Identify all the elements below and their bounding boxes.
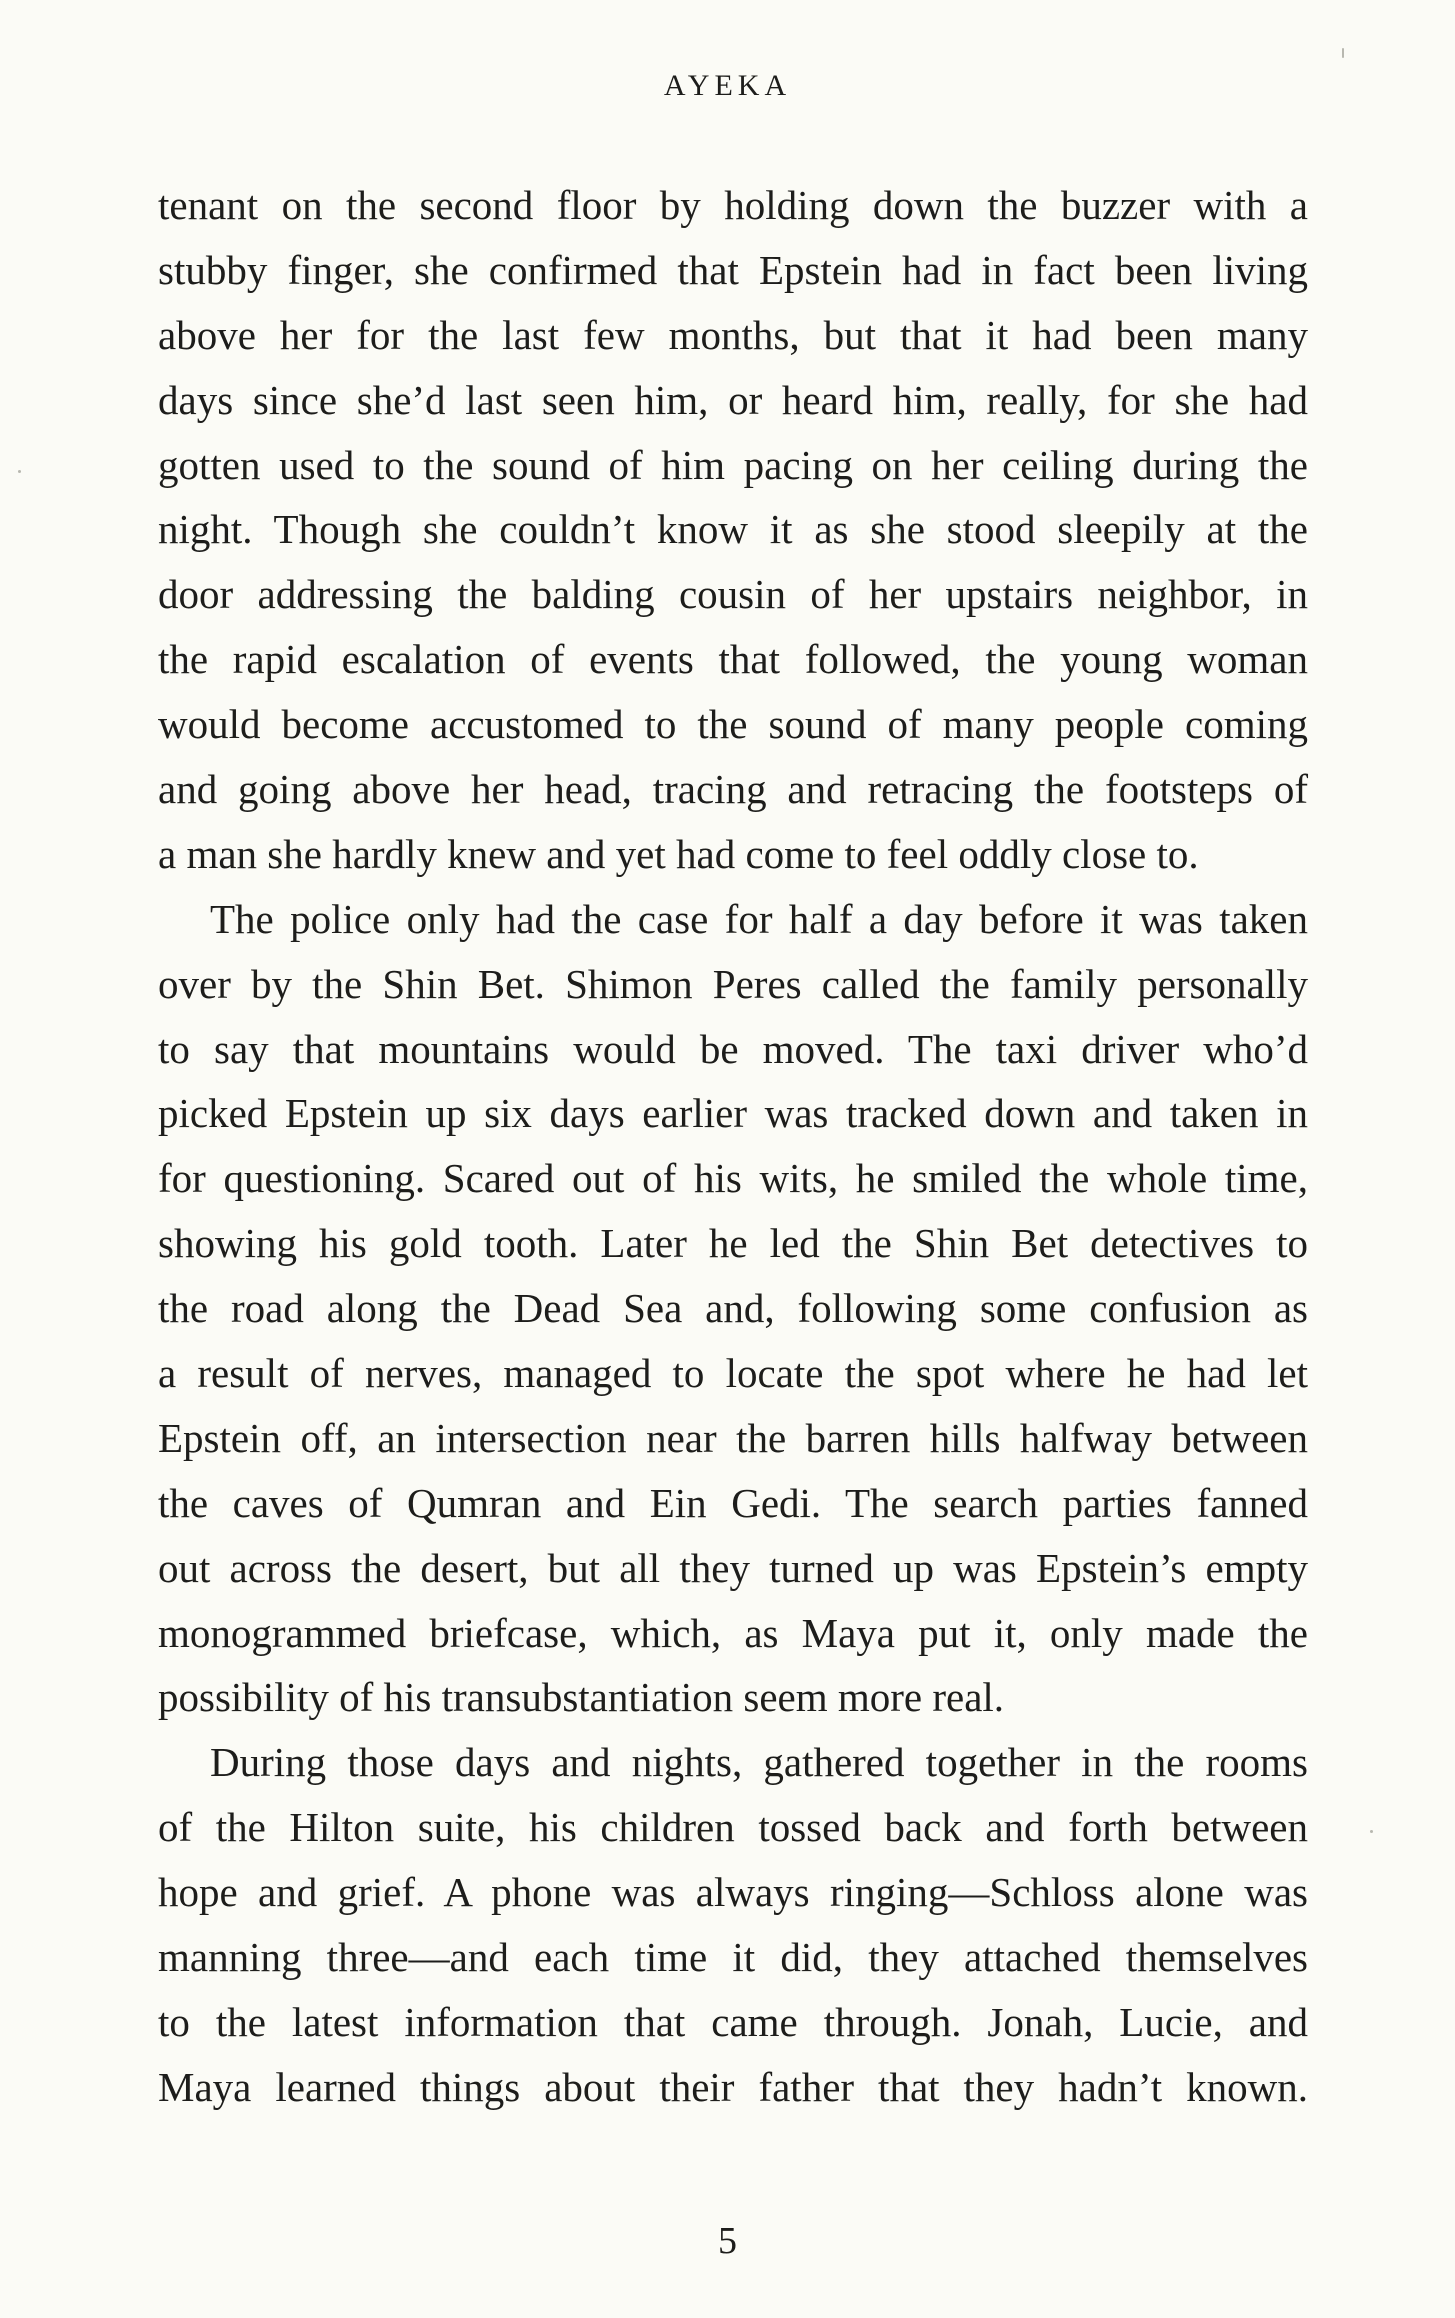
text-line: out across the desert, but all they turned up was Epstein’s empty xyxy=(158,1544,1308,1591)
text-line: of the Hilton suite, his children tossed back and forth between xyxy=(158,1804,1308,1851)
text-line: above her for the last few months, but that it had been many xyxy=(158,311,1308,358)
paragraph xyxy=(158,1730,1308,2119)
text-line: stubby finger, she confirmed that Epstein had in fact been living xyxy=(158,246,1308,293)
text-line: the rapid escalation of events that followed, the young woman xyxy=(158,636,1308,683)
text-line: the caves of Qumran and Ein Gedi. The search parties fanned xyxy=(158,1479,1308,1526)
paragraph xyxy=(158,887,1308,1731)
text-line: to say that mountains would be moved. The taxi driver who’d xyxy=(158,1025,1308,1072)
text-line: night. Though she couldn’t know it as she stood sleepily at the xyxy=(158,506,1308,553)
paper-speck xyxy=(1370,1830,1373,1833)
body-text xyxy=(158,173,1308,2120)
paper-speck xyxy=(1342,48,1344,58)
text-line: manning three—and each time it did, they attached themselves xyxy=(158,1934,1308,1981)
text-line: gotten used to the sound of him pacing on her ceiling during the xyxy=(158,441,1308,488)
text-line: tenant on the second floor by holding down the buzzer with a xyxy=(158,182,1308,228)
text-line: a man she hardly knew and yet had come to feel oddly close to. xyxy=(158,830,1199,877)
text-line: hope and grief. A phone was always ringing—Schloss alone was xyxy=(158,1869,1308,1916)
text-line: days since she’d last seen him, or heard him, really, for she had xyxy=(158,376,1308,423)
text-line: picked Epstein up six days earlier was tracked down and taken in xyxy=(158,1090,1308,1137)
text-line: During those days and nights, gathered together in the rooms xyxy=(210,1739,1308,1786)
page-number: 5 xyxy=(718,2220,737,2262)
text-line: Epstein off, an intersection near the barren hills halfway between xyxy=(158,1414,1308,1461)
text-line: to the latest information that came through. Jonah, Lucie, and xyxy=(158,1998,1308,2045)
text-line: monogrammed briefcase, which, as Maya put it, only made the xyxy=(158,1609,1308,1656)
text-line: The police only had the case for half a day before it was taken xyxy=(210,895,1308,942)
text-line: would become accustomed to the sound of many people coming xyxy=(158,701,1308,748)
paragraph xyxy=(158,173,1308,887)
text-line: for questioning. Scared out of his wits, he smiled the whole time, xyxy=(158,1155,1308,1202)
running-head: AYEKA xyxy=(663,69,792,102)
text-line: possibility of his transubstantiation seem more real. xyxy=(158,1674,1005,1721)
text-line: Maya learned things about their father that they hadn’t known. xyxy=(158,2063,1308,2110)
text-line: the road along the Dead Sea and, following some confusion as xyxy=(158,1285,1308,1332)
text-line: showing his gold tooth. Later he led the Shin Bet detectives to xyxy=(158,1220,1308,1267)
text-line: door addressing the balding cousin of her upstairs neighbor, in xyxy=(158,571,1308,618)
text-line: a result of nerves, managed to locate the spot where he had let xyxy=(158,1350,1308,1397)
paper-speck xyxy=(18,470,21,473)
text-line: over by the Shin Bet. Shimon Peres called the family personally xyxy=(158,960,1308,1007)
text-line: and going above her head, tracing and retracing the footsteps of xyxy=(158,766,1308,813)
